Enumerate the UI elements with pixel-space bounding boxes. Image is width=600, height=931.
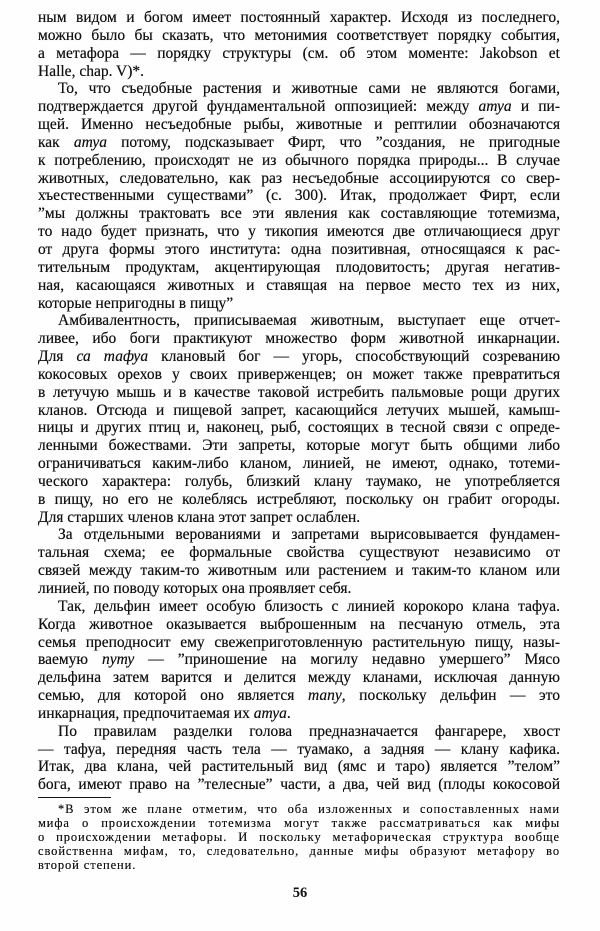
text-line — [38, 348, 560, 366]
text-line: в летучую мышь и в качестве таковой истребить пальмовые рощи других — [38, 383, 560, 401]
text-line: Для старших членов клана этот запрет ослаблен. — [38, 508, 361, 526]
paragraph — [38, 9, 560, 80]
text-line: ливее, ибо боги практикуют множество форм животной инкарнации. — [38, 330, 560, 348]
paragraph — [38, 312, 560, 526]
text-line: То, что съедобные растения и животные сами не являются богами, — [58, 80, 560, 98]
text-line: Так, дельфин имеет особую близость с линией корокоро клана тафуа. — [58, 597, 560, 615]
text-run: — ”приношение на могилу недавно умершего” Мясо — [134, 651, 560, 669]
italic-term: путу — [101, 651, 135, 669]
text-run: , поскольку дельфин — это — [341, 687, 560, 705]
italic-term: атуа — [478, 98, 512, 116]
text-line: ная, касающаяся животных и ставящая на первое место тех из них, — [38, 276, 560, 294]
text-line: По правилам разделки голова предназначается фангарере, хвост — [58, 722, 560, 740]
text-line: бога, имеют право на ”телесные” части, а два, чей вид (плоды кокосовой — [38, 776, 560, 794]
text-line: от друга формы этого института: одна позитивная, относящаяся к рас- — [38, 240, 560, 258]
text-line: ным видом и богом имеет постоянный характер. Исходя из последнего, — [38, 9, 560, 26]
text-line: Итак, два клана, чей растительный вид (ямс и таро) является ”телом” — [38, 758, 560, 776]
text-line: тительным продуктам, акцентирующая плодовитость; другая негатив- — [38, 258, 560, 276]
paragraph — [38, 723, 560, 794]
text-line: кланов. Отсюда и пищевой запрет, касающийся летучих мышей, камыш- — [38, 401, 560, 419]
text-run: семью, для которой оно является — [38, 687, 308, 705]
text-line: то надо будет признать, что у тикопия имеются две отличающиеся друг — [38, 223, 560, 241]
text-line: к потреблению, происходят не из обычного порядка природы... В случае — [38, 151, 560, 169]
footnote-line: свойственна мифам, то, следовательно, данные мифы образуют метафору во — [38, 843, 560, 858]
text-line: ческого характера: голубь, близкий клану таумако, не употребляется — [38, 472, 560, 490]
text-run: Для — [38, 348, 77, 366]
text-line: щей. Именно несъедобные рыбы, животные и рептилии обозначаются — [38, 116, 560, 134]
text-line: можно было бы сказать, что метонимия соответствует порядку события, — [38, 26, 560, 44]
italic-term: са тафуа — [76, 348, 149, 366]
text-run: ваемую — [38, 651, 102, 669]
footnote-line: *В этом же плане отметим, что оба изложенных и сопоставленных нами — [58, 802, 560, 816]
text-line: дельфина затем варится и делится между кланами, исключая данную — [38, 669, 560, 687]
text-line: ницы и других птиц и, наконец, рыб, состоящих в тесной связи с опреде- — [38, 419, 560, 437]
footnote-rule — [38, 797, 111, 798]
text-line: — тафуа, передняя часть тела — туамако, а задняя — клану кафика. — [38, 740, 560, 758]
text-run: и пи- — [511, 98, 561, 116]
paragraph — [38, 526, 560, 597]
footnote — [38, 803, 560, 873]
text-line: животных, следовательно, как раз несъедобные ассоциируются со свер- — [38, 169, 560, 187]
text-line — [38, 687, 560, 705]
text-line: а метафора — порядку структуры (см. об этом моменте: Jakobson et — [38, 44, 560, 62]
text-line: ”мы должны трактовать все эти явления как составляющие тотемизма, — [38, 205, 560, 223]
text-line: тальная схема; ее формальные свойства существуют независимо от — [38, 544, 560, 562]
text-line — [38, 651, 560, 669]
text-run: подтверждается другой фундаментальной оппозицией: между — [38, 98, 479, 116]
text-run: клановый бог — угорь, способствующий созреванию — [148, 348, 561, 366]
footnote-line: второй степени. — [38, 857, 137, 872]
paragraph — [38, 80, 560, 312]
italic-term: атуа — [73, 133, 108, 151]
text-line: которые непригодны в пищу” — [38, 294, 234, 312]
text-line: кокосовых орехов у своих приверженцев; он может также превратиться — [38, 365, 560, 383]
italic-term: атуа — [253, 704, 287, 722]
text-line: семья преподносит ему свежеприготовленную растительную пищу, назы- — [38, 633, 560, 651]
text-line: За отдельными верованиями и запретами вырисовывается фундамен- — [58, 526, 560, 544]
text-line — [38, 705, 560, 723]
text-run: . — [286, 704, 291, 722]
text-run: потому, подсказывает Фирт, что ”создания, не пригодные — [107, 133, 560, 151]
text-line: Амбивалентность, приписываемая животным, выступает еще отчет- — [58, 312, 560, 330]
text-run: как — [38, 133, 74, 151]
paragraph — [38, 598, 560, 723]
text-line — [38, 134, 560, 152]
footnote-line: мифа о происхождении тотемизма могут также рассматриваться как мифы — [38, 815, 560, 830]
text-line: ленными божествами. Эти запреты, которые могут быть общими либо — [38, 437, 560, 455]
text-run: инкарнация, предпочитаемая их — [38, 704, 254, 722]
footnote-line: о происхождении метафоры. И поскольку метафорическая структура вообще — [38, 829, 560, 844]
text-line: ограничиваться каким-либо кланом, линией, не имеют, однако, тотеми- — [38, 455, 560, 473]
text-line: Когда животное оказывается выброшенным на песчаную отмель, эта — [38, 615, 560, 633]
italic-term: тапу — [307, 687, 342, 705]
page-number: 56 — [292, 885, 308, 901]
text-line: линией, по поводу которых она проявляет себя. — [38, 580, 352, 597]
text-line: хъестественными существами” (с. 300). Итак, продолжает Фирт, если — [38, 187, 560, 205]
main-text — [38, 9, 560, 794]
text-line: в пищу, но его не колеблясь истребляют, поскольку он грабит огороды. — [38, 490, 560, 508]
text-line: Halle, chap. V)*. — [38, 62, 145, 80]
text-line — [38, 98, 560, 116]
text-line: связей между таким-то животным или растением и таким-то кланом или — [38, 562, 560, 580]
